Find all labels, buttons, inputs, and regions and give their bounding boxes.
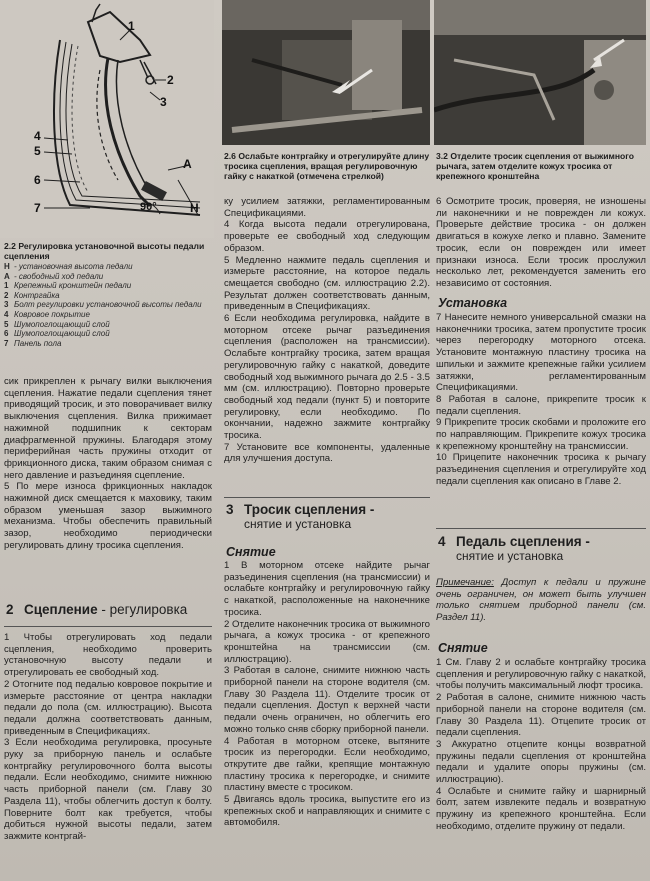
diagram-label-7: 7 — [34, 201, 41, 215]
figure-3-2-caption: 3.2 Отделите тросик сцепления от выжимного рычага, затем отделите кожух тросика от крепежного кронштейна — [436, 151, 634, 181]
paragraph: 7 Установите все компоненты, удаленные для улучшения доступа. — [224, 441, 430, 465]
col3-install-steps — [436, 312, 646, 488]
note-text: Доступ к педали и пружине очень ограничен, он может быть улучшен только снятием приборной панели (см. Раздел 11). — [436, 577, 646, 624]
legend-item — [4, 329, 212, 339]
paragraph: 5 По мере износа фрикционных накладок нажимной диск смещается к маховику, таким образом уменьшая зазор выжимного механизма. Чтобы обеспечить правильный зазор, необходимо периодически регулировать длину тросика сцепления. — [4, 481, 212, 551]
install-heading: Установка — [438, 296, 508, 310]
paragraph: 2 Работая в салоне, снимите нижнюю часть приборной панели на стороне водителя (см. Главу 30 Раздела 11). Отцепите тросик от педали сцепления. — [436, 692, 646, 739]
section-title: Сцепление — [24, 602, 98, 617]
diagram-label-6: 6 — [34, 173, 41, 187]
paragraph: 9 Прикрепите тросик скобами и проложите его по направляющим. Прикрепите кожух тросика к крепежному кронштейну на трансмиссии. — [436, 417, 646, 452]
section-number: 3 — [226, 502, 234, 517]
paragraph: 4 Ослабьте и снимите гайку и шарнирный болт, затем извлеките педаль и возвратную пружину из крепежного кронштейна. Если необходимо, отделите пружину от педали. — [436, 785, 646, 832]
section-rule — [4, 626, 212, 627]
figure-2-2-legend — [4, 262, 212, 348]
section-subtitle: - регулировка — [97, 602, 188, 617]
paragraph: сик прикреплен к рычагу вилки выключения сцепления. Нажатие педали сцепления тянет приводящий тросик, и это поворачивает вилку выключения сцепления. Вилка прижимает нажимной подшипник к секторам диафрагменной пружины. Благодаря этому периферийная часть пружины отходит от фрикционного диска, таким образом снимая с него давление и разъединяя сцепление. — [4, 376, 212, 481]
legend-text: - свободный ход педали — [14, 271, 104, 281]
section-number: 2 — [6, 602, 14, 617]
paragraph: 1 Чтобы отрегулировать ход педали сцепления, необходимо проверить установочную высоту педали и отрегулировать ее свободный ход. — [4, 632, 212, 679]
removal-heading: Снятие — [226, 545, 276, 559]
section-title: Тросик сцепления — [244, 502, 367, 517]
paragraph: 4 Работая в моторном отсеке, вытяните тросик из перегородки. Если необходимо, открутите две гайки, крепящие монтажную пластину тросика к перегородке, и снимите пластину вместе с тросиком. — [224, 735, 430, 794]
legend-text: Шумопоглощающий слой — [14, 329, 110, 339]
paragraph: 4 Когда высота педали отрегулирована, проверьте ее свободный ход следующим образом. — [224, 219, 430, 254]
figure-2-2-caption: 2.2 Регулировка установочной высоты педали сцепления — [4, 241, 205, 261]
photo-cable-adjust — [222, 0, 430, 145]
col2-removal-steps — [224, 560, 430, 829]
legend-text: Болт регулировки установочной высоты педали — [14, 300, 202, 310]
paragraph: 3 Если необходима регулировка, просуньте руку за приборную панель и ослабьте контргайку регулировочного болта высоты педали. Если необходимо, снимите нижнюю часть приборной панели (см. Главу 30 Раздела 11), чтобы облегчить доступ к болту. Поверните болт как требуется, чтобы добиться нужной высоты педали, затем зажмите контргай- — [4, 737, 212, 842]
legend-item — [4, 320, 212, 330]
photo-cable-adjust-drawing — [222, 0, 430, 145]
photo-cable-detach — [434, 0, 646, 145]
diagram-label-5: 5 — [34, 144, 41, 158]
legend-item — [4, 262, 212, 272]
legend-text: Контргайка — [14, 290, 60, 300]
diagram-label-3: 3 — [160, 95, 167, 109]
paragraph: 6 Осмотрите тросик, проверяя, не изношены ли наконечники и не поврежден ли кожух. Проверьте действие тросика - он должен двигаться в кожухе легко и плавно. Замените тросик, если он поврежден или имеет признаки износа. Если тросик прослужил несколько лет, рекомендуется заменить его независимо от состояния. — [436, 196, 646, 289]
legend-key: A — [4, 271, 10, 281]
col2-adjust-text — [224, 196, 430, 465]
section-4-heading: 4 Педаль сцепления - снятие и установка — [438, 534, 646, 563]
pedal-height-diagram — [0, 0, 214, 238]
diagram-label-h: H — [190, 201, 199, 215]
paragraph: 2 Отделите наконечник тросика от выжимного рычага, а кожух тросика - от крепежного кронштейна на трансмиссии (см. иллюстрацию). — [224, 618, 430, 665]
section-number: 4 — [438, 534, 446, 549]
section-subtitle: снятие и установка — [244, 517, 352, 531]
section-title: Педаль сцепления — [456, 534, 582, 549]
legend-key: 5 — [4, 319, 9, 329]
paragraph: 8 Работая в салоне, прикрепите тросик к педали сцепления. — [436, 393, 646, 417]
col3-inspect-text — [436, 196, 646, 290]
photo-cable-detach-drawing — [434, 0, 646, 145]
diagram-label-4: 4 — [34, 129, 41, 143]
legend-item — [4, 310, 212, 320]
legend-item — [4, 281, 212, 291]
paragraph: 5 Медленно нажмите педаль сцепления и измерьте расстояние, на которое педаль смещается свободно (см. иллюстрацию 2.2). Результат должен соответствовать данным, приведенным в Спецификациях. — [224, 254, 430, 313]
legend-key: 6 — [4, 329, 9, 339]
removal-heading: Снятие — [438, 641, 488, 655]
legend-key: 4 — [4, 309, 9, 319]
col3-note — [436, 577, 646, 624]
paragraph: 3 Работая в салоне, снимите нижнюю часть приборной панели на стороне водителя (см. Главу 30 Раздела 11). Отделите тросик от педали сцепления. Доступ к верхней части педали очень ограничен, но облегчить его можно только сняв сборку приборной панели. — [224, 665, 430, 735]
col3-removal-steps — [436, 657, 646, 833]
paragraph: ку усилием затяжки, регламентированным Спецификациями. — [224, 196, 430, 219]
diagram-label-a: A — [183, 157, 192, 171]
section-rule — [436, 528, 646, 529]
figure-2-6-caption: 2.6 Ослабьте контргайку и отрегулируйте длину тросика сцепления, вращая регулировочную гайку с накаткой (отмечена стрелкой) — [224, 151, 430, 181]
note-label: Примечание: — [436, 577, 494, 588]
legend-key: 1 — [4, 281, 9, 291]
paragraph: 1 В моторном отсеке найдите рычаг разъединения сцепления (на трансмиссии) и ослабьте контргайку и регулировочную гайку с накаткой, расположенные на наконечнике тросика. — [224, 560, 430, 618]
legend-text: Панель пола — [14, 338, 62, 348]
paragraph: 2 Отогните под педалью ковровое покрытие и измерьте расстояние от центра накладки педали до пола (см. иллюстрацию). Высота педали должна соответствовать данным, приведенным в Спецификациях. — [4, 678, 212, 737]
section-3-heading: 3 Тросик сцепления - снятие и установка — [226, 502, 430, 531]
legend-key: 2 — [4, 290, 9, 300]
legend-text: Ковровое покрытие — [14, 309, 90, 319]
paragraph: 1 См. Главу 2 и ослабьте контргайку тросика сцепления и регулировочную гайку с накаткой, чтобы получить максимальный люфт тросика. — [436, 657, 646, 692]
legend-key: 7 — [4, 338, 9, 348]
legend-text: Крепежный кронштейн педали — [14, 281, 132, 291]
legend-key: H — [4, 262, 10, 271]
diagram-label-2: 2 — [167, 73, 174, 87]
paragraph: 7 Нанесите немного универсальной смазки на наконечники тросика, затем пропустите тросик через перегородку моторного отсека. Установите монтажную пластину тросика на шпильки и зажмите крепежные гайки усилием затяжки, регламентированным Спецификациями. — [436, 312, 646, 394]
legend-item — [4, 291, 212, 301]
legend-text: - установочная высота педали — [14, 262, 133, 271]
paragraph: 5 Двигаясь вдоль тросика, выпустите его из крепежных скоб и направляющих и снимите с автомобиля. — [224, 794, 430, 829]
section-rule — [224, 497, 430, 498]
paragraph: 10 Прицепите наконечник тросика к рычагу разъединения сцепления и отрегулируйте ход педали сцепления как описано в Главе 2. — [436, 452, 646, 487]
pedal-diagram-drawing — [0, 0, 214, 238]
section-subtitle: снятие и установка — [456, 549, 564, 563]
diagram-label-angle: 90° — [140, 201, 157, 213]
legend-item — [4, 272, 212, 282]
col1-intro-text — [4, 376, 212, 552]
diagram-label-1: 1 — [128, 19, 135, 33]
legend-key: 3 — [4, 300, 9, 310]
legend-item — [4, 300, 212, 310]
col1-adjust-steps — [4, 632, 212, 843]
legend-text: Шумопоглощающий слой — [14, 319, 110, 329]
section-2-heading — [6, 602, 212, 617]
paragraph: 3 Аккуратно отцепите концы возвратной пружины педали сцепления от кронштейна педали и удалите опоры пружины (см. иллюстрацию). — [436, 738, 646, 786]
paragraph: 6 Если необходима регулировка, найдите в моторном отсеке рычаг разъединения сцепления (расположен на трансмиссии). Ослабьте контргайку тросика, затем вращая регулировочную гайку с накаткой, доведите свободный ход выжимного рычага до 2.5 - 3.5 мм (см. иллюстрацию). Повторно проверьте свободный ход педали (пункт 5) и повторите регулировку, если необходимо. По окончании, надежно зажмите контргайку тросика. — [224, 313, 430, 442]
legend-item — [4, 339, 212, 349]
